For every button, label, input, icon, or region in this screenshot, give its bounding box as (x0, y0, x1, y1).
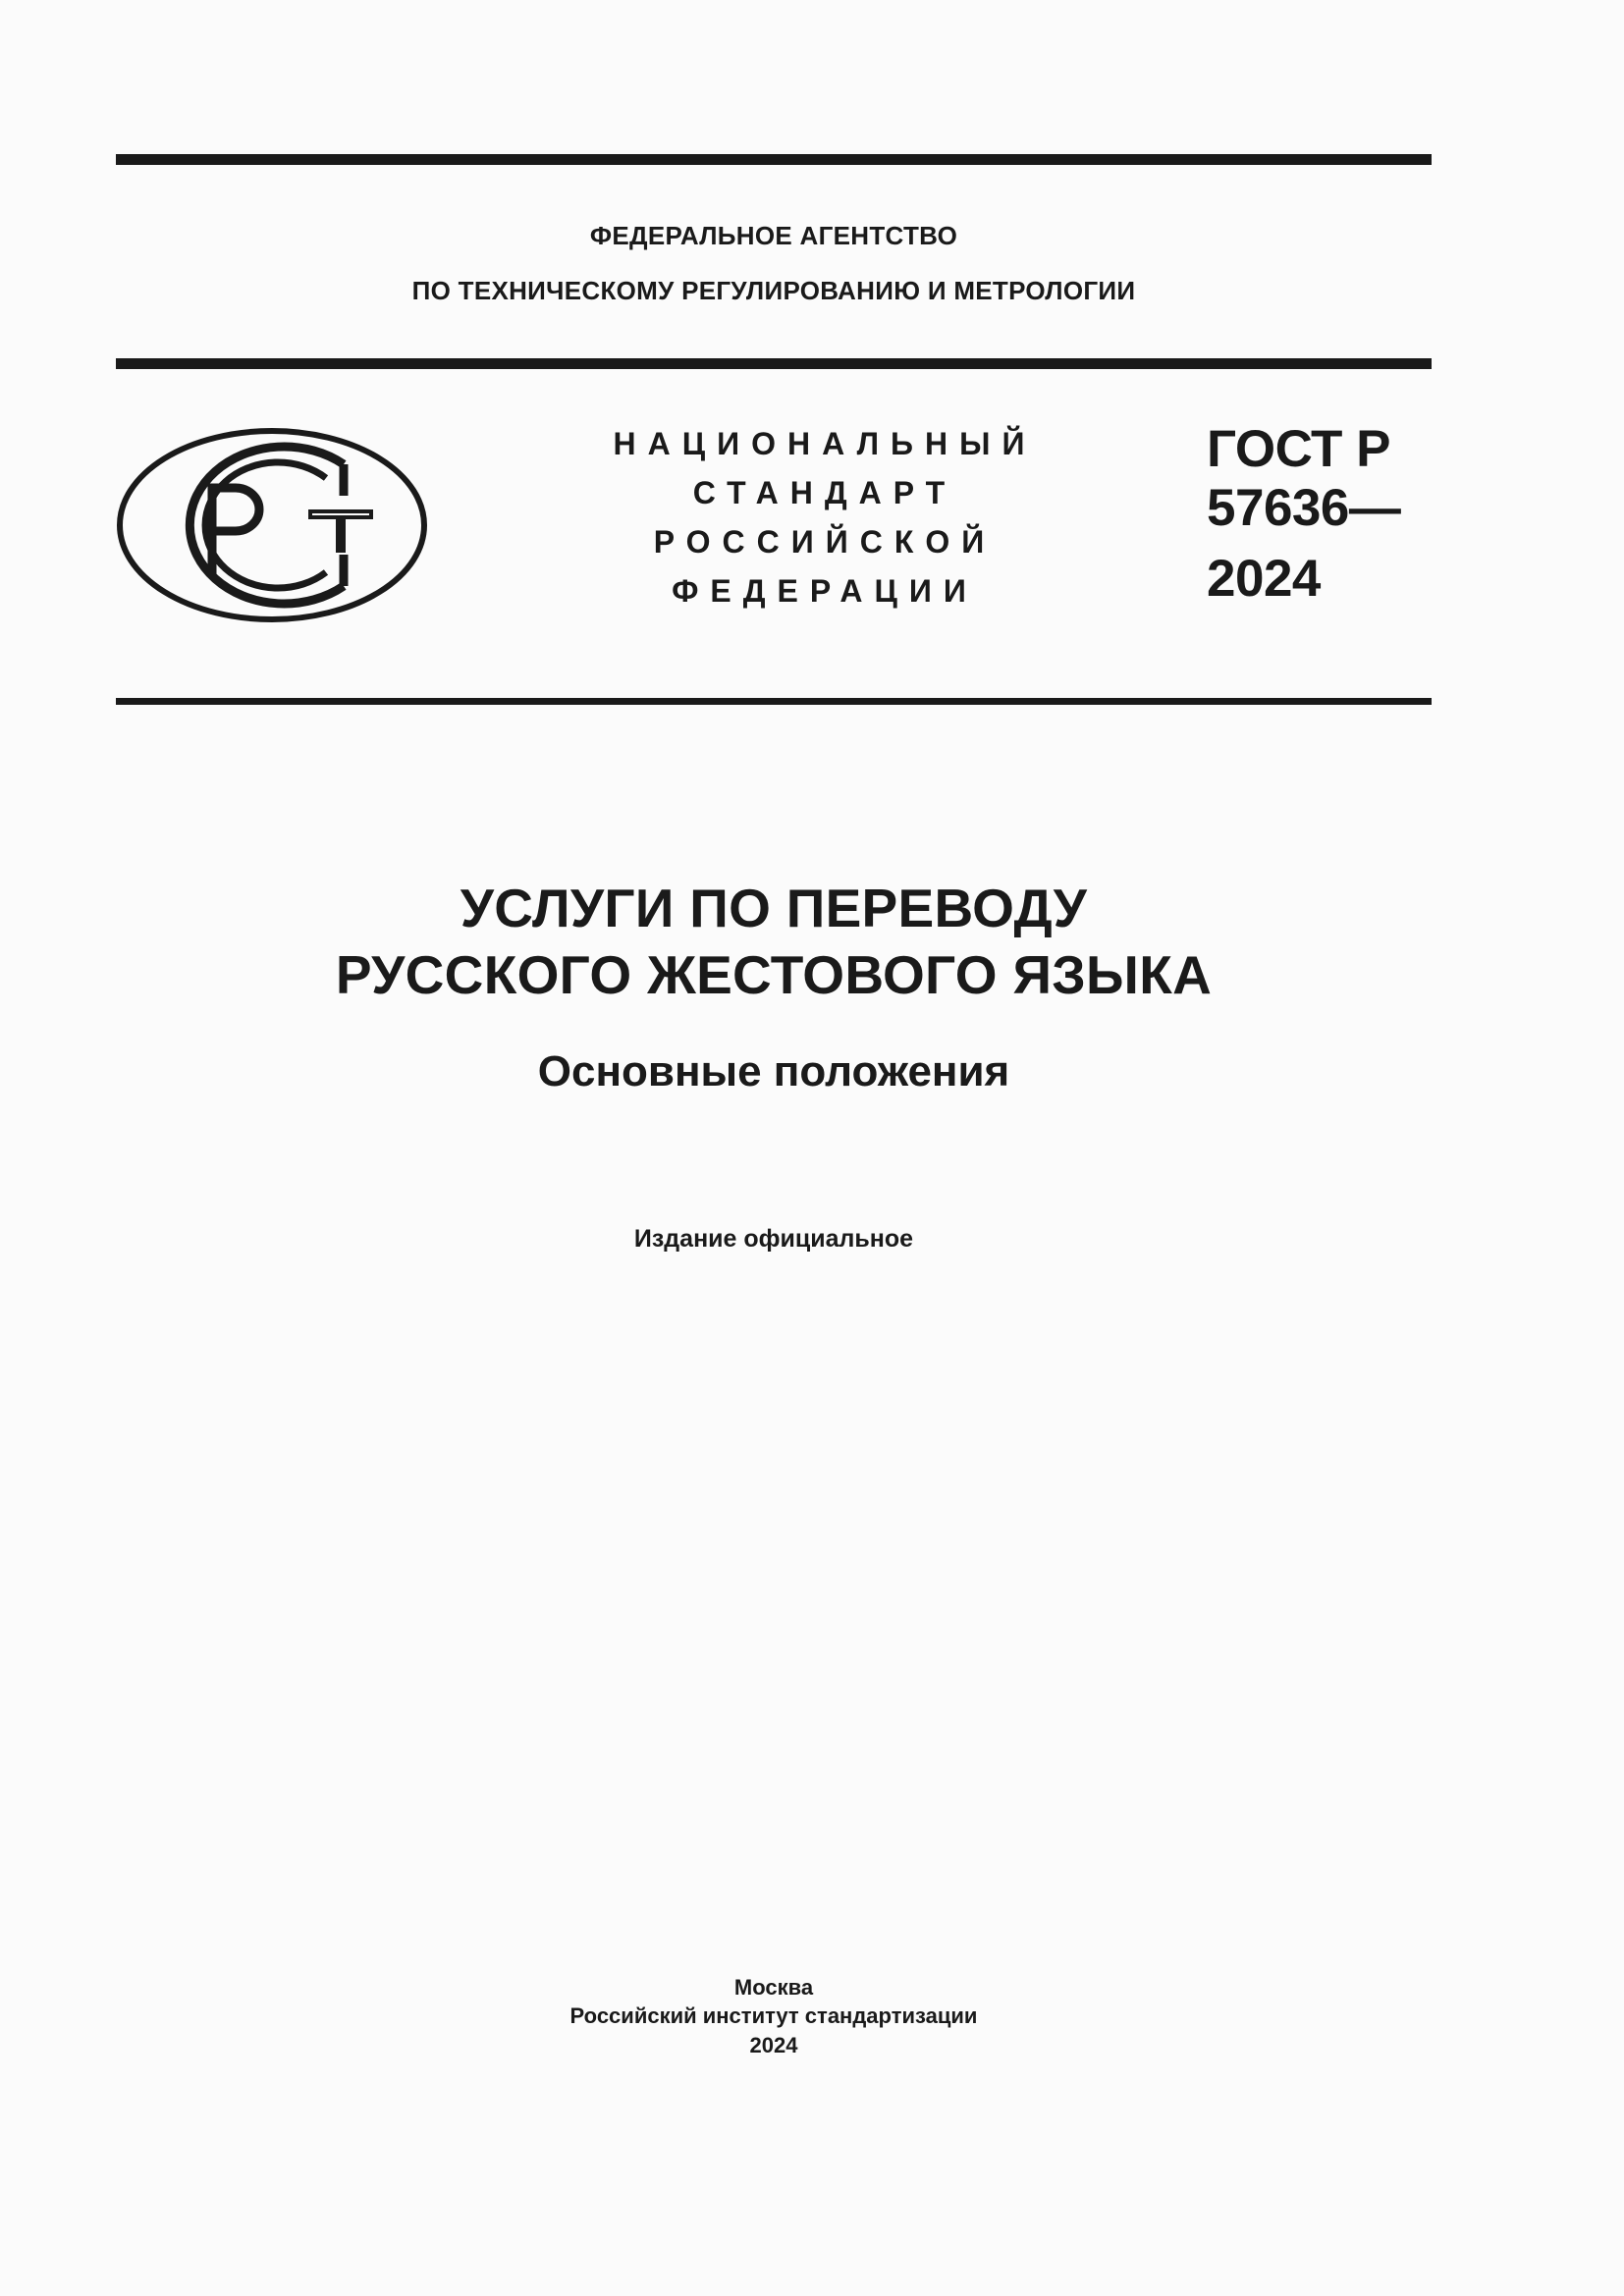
header-rule (116, 358, 1432, 369)
designation-line-1: ГОСТ Р (1207, 420, 1390, 478)
agency-name-line-2: ПО ТЕХНИЧЕСКОМУ РЕГУЛИРОВАНИЮ И МЕТРОЛОГИИ (411, 276, 1136, 305)
agency-name-line-1: ФЕДЕРАЛЬНОЕ АГЕНТСТВО (589, 221, 958, 250)
designation-line-3: 2024 (1207, 550, 1321, 608)
designation-line-2: 57636— (1207, 479, 1401, 537)
standard-type-line-4: ФЕДЕРАЦИИ (672, 573, 978, 609)
document-subtitle: Основные положения (537, 1047, 1010, 1095)
designation-rule (116, 698, 1432, 705)
edition-note: Издание официальное (633, 1225, 914, 1253)
imprint-city: Москва (733, 1975, 814, 2000)
standard-type-line-3: РОССИЙСКОЙ (653, 524, 997, 560)
document-title-line-1: УСЛУГИ ПО ПЕРЕВОДУ (460, 878, 1088, 938)
standard-type-line-1: НАЦИОНАЛЬНЫЙ (613, 426, 1037, 461)
document-title-line-2: РУССКОГО ЖЕСТОВОГО ЯЗЫКА (335, 944, 1213, 1005)
standard-type-line-2: СТАНДАРТ (692, 475, 957, 510)
top-rule (116, 154, 1432, 165)
rst-mark-icon (116, 427, 428, 623)
imprint-year: 2024 (749, 2033, 798, 2057)
imprint-publisher: Российский институт стандартизации (569, 2003, 978, 2028)
